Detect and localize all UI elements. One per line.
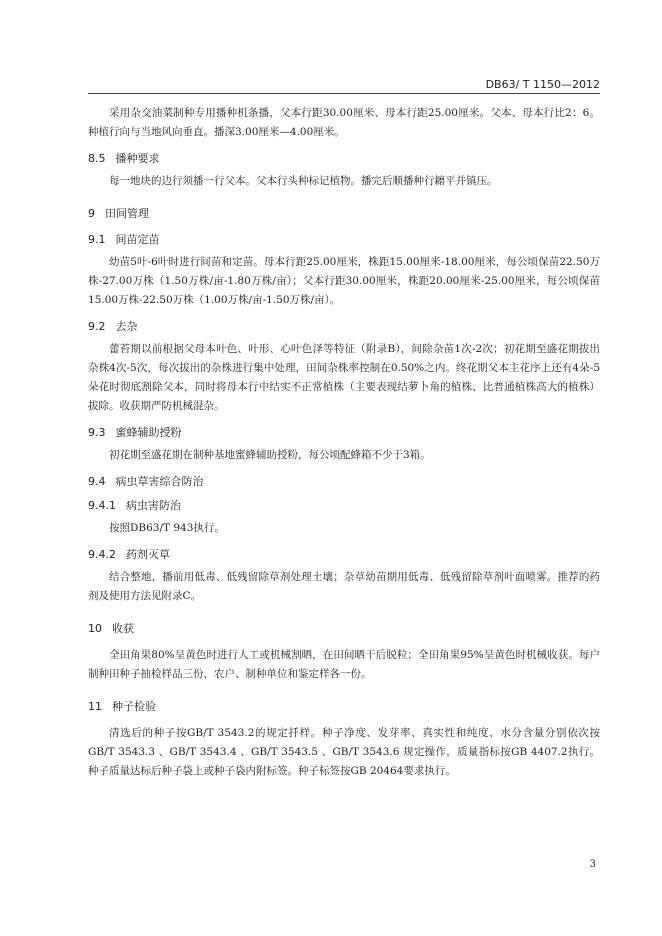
section-title: 种子检验 <box>112 700 156 713</box>
paragraph: 全田角果80%呈黄色时进行人工或机械割晒，在田间晒干后脱粒；全田角果95%呈黄色时机械收获。每户制种田种子抽检样品三份，农户、制种单位和鉴定样各一份。 <box>88 649 600 680</box>
section-number: 8.5 <box>88 152 106 165</box>
paragraph: 采用杂交油菜制种专用播种机条播，父本行距30.00厘米、母本行距25.00厘米。父本、母本行比2：6。种植行向与当地风向垂直。播深3.00厘米—4.00厘米。 <box>88 107 600 138</box>
section-number: 9.3 <box>88 426 106 439</box>
section-title: 田间管理 <box>105 207 149 220</box>
header-rule <box>88 93 600 94</box>
section-heading <box>88 150 600 166</box>
section-title: 收获 <box>112 622 134 635</box>
document-body <box>88 104 600 781</box>
section-number: 11 <box>88 700 102 713</box>
section-title: 病虫害防治 <box>126 499 181 512</box>
section-number: 9.2 <box>88 320 106 333</box>
section-title: 药剂灭草 <box>126 548 170 561</box>
section-title: 间苗定苗 <box>115 233 160 246</box>
section-number: 10 <box>88 622 102 635</box>
section-heading <box>88 205 600 221</box>
section-number: 9.1 <box>88 233 106 246</box>
section-heading <box>88 620 600 636</box>
paragraph: 按照DB63/T 943执行。 <box>109 522 225 534</box>
section-title: 播种要求 <box>115 152 160 165</box>
section-heading <box>88 473 600 489</box>
paragraph: 蕾苔期以前根据父母本叶色、叶形、心叶色泽等特征（附录B），间除杂苗1次-2次；初花期至盛花期拔出杂株4次-5次，每次拔出的杂株进行集中处理，田间杂株率控制在0.50%之内。终花期父本主花序上还有4朵-5朵花时彻底割除父本，同时将母本行中结实不正常植株（主要表现结萝卜角的植株、比普通植株高大的植株）拔除。收获期严防机械混杂。 <box>88 343 600 412</box>
section-heading <box>88 318 600 334</box>
section-title: 蜜蜂辅助授粉 <box>115 426 182 439</box>
section-heading <box>88 497 600 513</box>
paragraph: 结合整地，播前用低毒、低残留除草剂处理土壤；杂草幼苗期用低毒、低残留除草剂叶面喷雾。推荐的药剂及使用方法见附录C。 <box>88 571 600 602</box>
paragraph: 初花期至盛花期在制种基地蜜蜂辅助授粉，每公顷配蜂箱不少于3箱。 <box>109 449 431 461</box>
page-number: 3 <box>589 859 596 870</box>
section-number: 9.4 <box>88 475 106 488</box>
section-heading <box>88 424 600 440</box>
paragraph: 清选后的种子按GB/T 3543.2的规定扦样。种子净度、发芽率、真实性和纯度、水分含量分别依次按GB/T 3543.3 、GB/T 3543.4 、GB/T 3543.5 、GB/T 3543.6 规定操作，质量指标按GB 4407.2执行。种子质量达标后种子袋上或种子袋内附标签。种子标签按GB 20464要求执行。 <box>88 727 600 777</box>
paragraph: 幼苗5叶-6叶时进行间苗和定苗。母本行距25.00厘米，株距15.00厘米-18.00厘米，每公顷保苗22.50万株-27.00万株（1.50万株/亩-1.80万株/亩）；父本行距30.00厘米，株距20.00厘米-25.00厘米，每公顷保苗15.00万株-22.50万株（1.00万株/亩-1.50万株/亩）。 <box>88 256 600 306</box>
section-title: 去杂 <box>115 320 138 333</box>
section-heading <box>88 231 600 247</box>
section-title: 病虫草害综合防治 <box>115 475 204 488</box>
section-heading <box>88 698 600 714</box>
section-number: 9.4.2 <box>88 548 116 561</box>
paragraph: 每一地块的边行须播一行父本。父本行头种标记植物。播完后顺播种行耱平并镇压。 <box>109 175 498 187</box>
section-number: 9.4.1 <box>88 499 116 512</box>
section-number: 9 <box>88 207 95 220</box>
document-header: DB63/ T 1150—2012 <box>485 78 600 91</box>
section-heading <box>88 546 600 562</box>
